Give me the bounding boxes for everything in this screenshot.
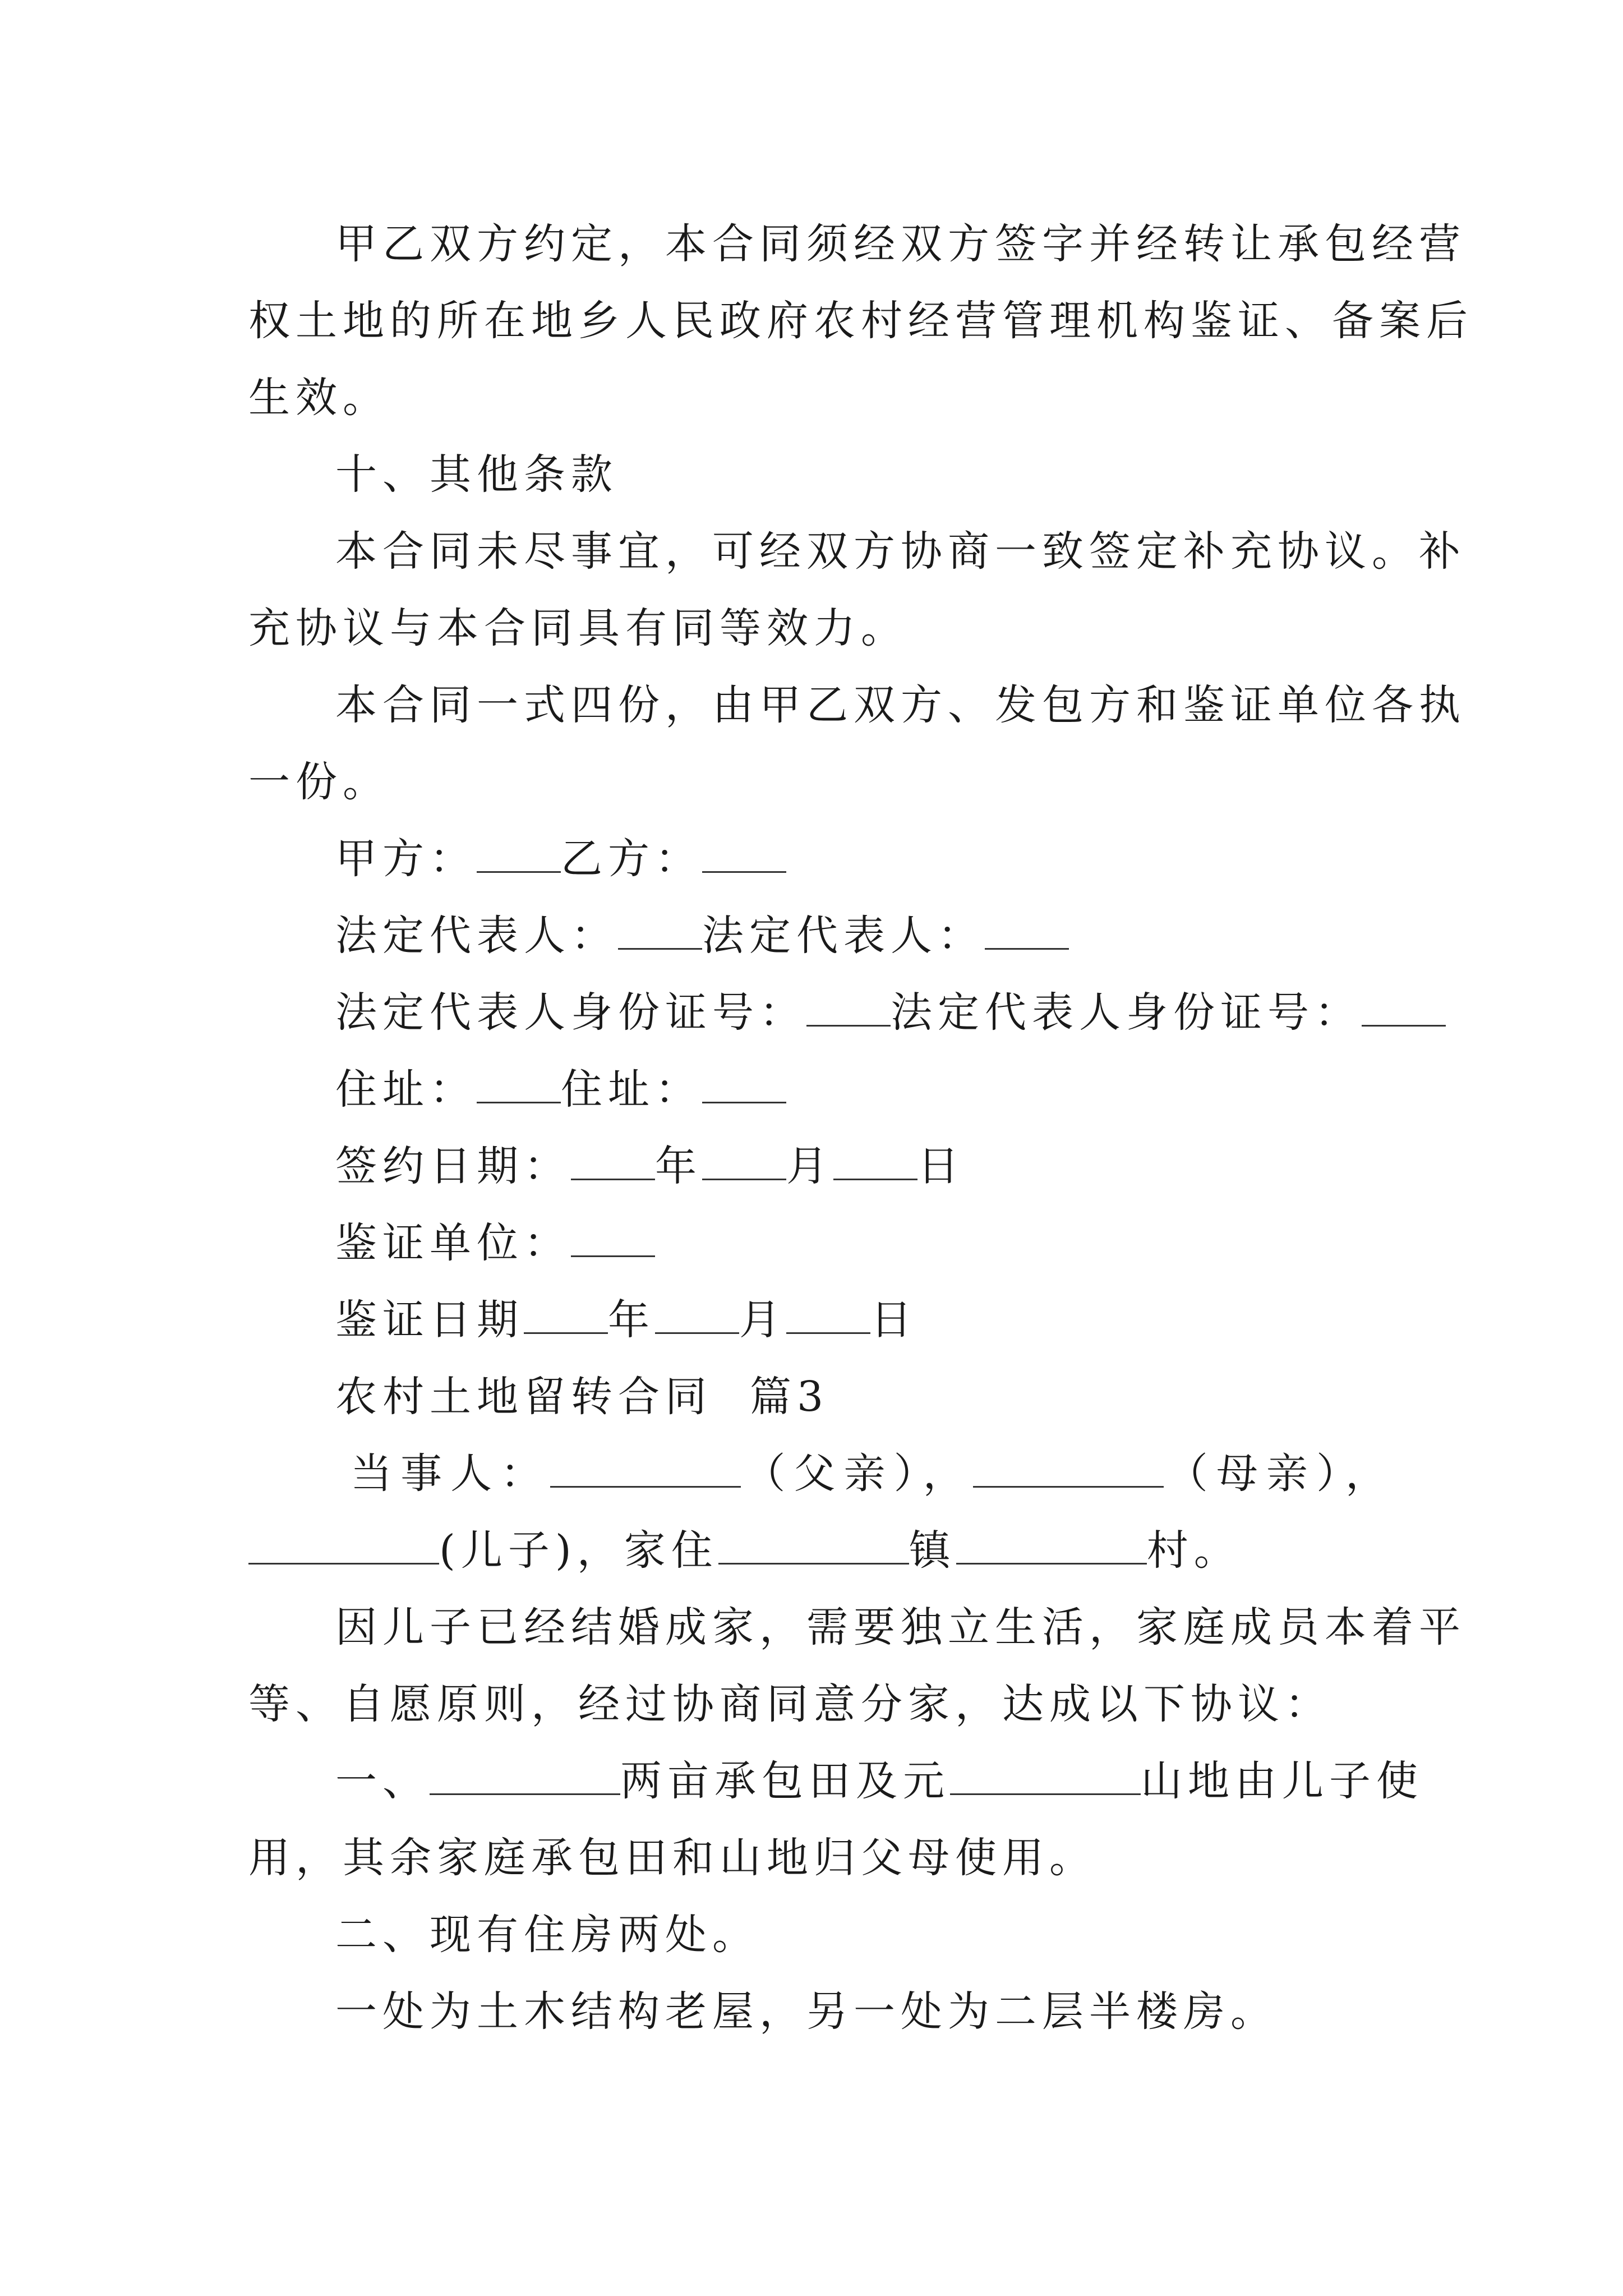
paragraph-line: 一处为土木结构老屋，另一处为二层半楼房。 <box>335 1987 1278 2036</box>
blank-field <box>430 1760 620 1795</box>
blank-field <box>702 1145 786 1180</box>
blank-field <box>718 1529 909 1565</box>
item-1-line <box>335 1753 1423 1809</box>
blank-field <box>571 1222 655 1257</box>
blank-field <box>956 1529 1147 1565</box>
paragraph-line: 充协议与本合同具有同等效力。 <box>248 604 908 652</box>
paragraph-line: 生效。 <box>248 374 390 422</box>
address-a-label: 住址： <box>335 1065 477 1114</box>
paragraph-line: 用，其余家庭承包田和山地归父母使用。 <box>248 1834 1096 1882</box>
mother-label: （母亲）， <box>1163 1450 1393 1498</box>
cert-unit-label: 鉴证单位： <box>335 1219 571 1267</box>
blank-field <box>477 1068 561 1103</box>
paragraph-line: 本合同一式四份，由甲乙双方、发包方和鉴证单位各执 <box>335 681 1466 729</box>
signature-party-row <box>335 831 1479 887</box>
paragraph-line: 一份。 <box>248 758 390 806</box>
blank-field <box>477 838 561 873</box>
blank-field <box>524 1299 608 1334</box>
contract-title: 农村土地留转合同 篇3 <box>335 1373 829 1421</box>
parties-line <box>351 1446 1393 1502</box>
signature-id-row <box>335 984 1479 1041</box>
father-label: （父亲）， <box>741 1450 973 1498</box>
blank-field <box>806 991 891 1027</box>
month-label: 月 <box>786 1142 833 1190</box>
id-a-label: 法定代表人身份证号： <box>335 988 806 1037</box>
party-b-label: 乙方： <box>561 835 702 883</box>
item-1-prefix: 一、 <box>335 1757 430 1805</box>
section-heading: 十、其他条款 <box>335 450 618 499</box>
item-2-line: 二、现有住房两处。 <box>335 1911 759 1959</box>
signature-address-row <box>335 1061 1479 1117</box>
legal-rep-b-label: 法定代表人： <box>702 912 985 960</box>
town-label: 镇 <box>909 1526 956 1575</box>
blank-field <box>985 914 1069 950</box>
year-label: 年 <box>655 1142 702 1190</box>
blank-field <box>248 1529 439 1565</box>
month-label: 月 <box>739 1296 786 1344</box>
paragraph-line: 本合同未尽事宜，可经双方协商一致签定补充协议。补 <box>335 527 1466 576</box>
blank-field <box>571 1145 655 1180</box>
blank-field <box>833 1145 917 1180</box>
blank-field <box>550 1452 741 1488</box>
parties-label: 当事人： <box>351 1450 551 1498</box>
day-label: 日 <box>917 1142 965 1190</box>
son-label: (儿子)，家住 <box>439 1526 718 1575</box>
id-b-label: 法定代表人身份证号： <box>891 988 1362 1037</box>
party-a-label: 甲方： <box>335 835 477 883</box>
legal-rep-a-label: 法定代表人： <box>335 912 618 960</box>
year-label: 年 <box>608 1296 655 1344</box>
blank-field <box>950 1760 1141 1795</box>
blank-field <box>702 1068 786 1103</box>
day-label: 日 <box>870 1296 917 1344</box>
cert-date-row <box>335 1292 1479 1348</box>
blank-field <box>786 1299 870 1334</box>
item-1-mid1: 两亩承包田及元 <box>620 1757 950 1805</box>
sign-date-label: 签约日期： <box>335 1142 571 1190</box>
cert-unit-row <box>335 1215 1479 1271</box>
sign-date-row <box>335 1138 1479 1194</box>
parties-line-2 <box>248 1522 1393 1579</box>
blank-field <box>618 914 702 950</box>
item-1-mid2: 山地由儿子使 <box>1141 1757 1423 1805</box>
village-label: 村。 <box>1146 1526 1241 1575</box>
blank-field <box>973 1452 1164 1488</box>
signature-legal-rep-row <box>335 908 1479 964</box>
paragraph-line: 权土地的所在地乡人民政府农村经营管理机构鉴证、备案后 <box>248 297 1473 345</box>
blank-field <box>1362 991 1446 1027</box>
paragraph-line: 甲乙双方约定，本合同须经双方签字并经转让承包经营 <box>335 220 1466 268</box>
address-b-label: 住址： <box>561 1065 702 1114</box>
blank-field <box>655 1299 739 1334</box>
paragraph-line: 等、自愿原则，经过协商同意分家，达成以下协议： <box>248 1680 1332 1728</box>
blank-field <box>702 838 786 873</box>
paragraph-line: 因儿子已经结婚成家，需要独立生活，家庭成员本着平 <box>335 1603 1466 1651</box>
cert-date-label: 鉴证日期 <box>335 1296 524 1344</box>
